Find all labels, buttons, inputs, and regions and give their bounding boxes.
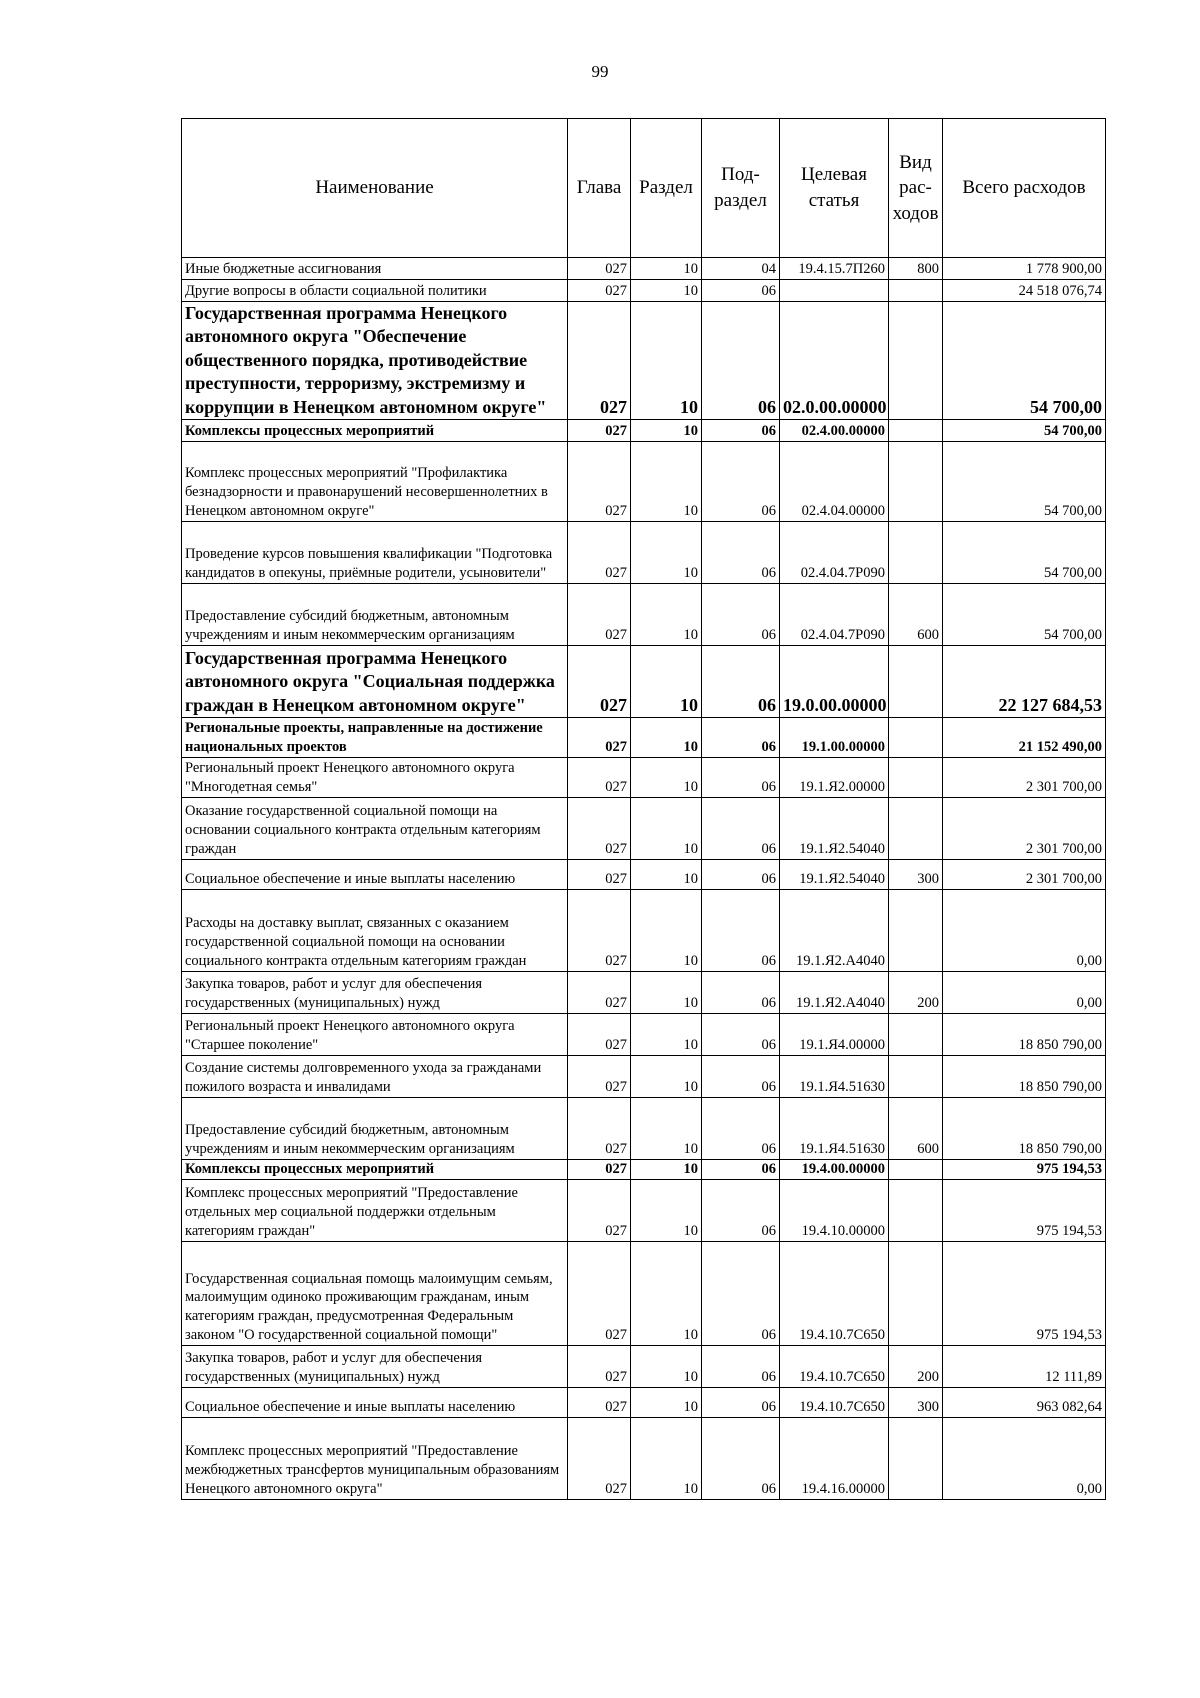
cell-chapter: 027 [568,442,631,522]
header-section: Раздел [631,119,702,258]
cell-target-article: 02.4.00.00000 [780,420,889,442]
cell-expense-type [889,1180,943,1242]
table-row [182,758,1106,798]
cell-name: Комплекс процессных мероприятий "Предоставление отдельных мер социальной поддержки отдельным категориям граждан" [182,1180,568,1242]
cell-total: 54 700,00 [943,522,1106,584]
table-body [182,258,1106,1500]
cell-total: 975 194,53 [943,1242,1106,1346]
cell-expense-type [889,758,943,798]
cell-name: Проведение курсов повышения квалификации "Подготовка кандидатов в опекуны, приёмные родители, усыновители" [182,522,568,584]
cell-target-article: 19.1.Я2.54040 [780,798,889,860]
cell-subsection: 04 [702,258,780,280]
cell-name: Расходы на доставку выплат, связанных с оказанием государственной социальной помощи на основании социального контракта отдельным категориям граждан [182,890,568,972]
cell-expense-type [889,522,943,584]
cell-target-article: 19.4.10.7С650 [780,1346,889,1388]
cell-total: 54 700,00 [943,420,1106,442]
cell-total: 24 518 076,74 [943,280,1106,302]
cell-total: 0,00 [943,1418,1106,1500]
table-header-row [182,119,1106,258]
cell-name: Региональные проекты, направленные на достижение национальных проектов [182,718,568,758]
cell-section: 10 [631,860,702,890]
cell-target-article: 19.1.00.00000 [780,718,889,758]
cell-section: 10 [631,718,702,758]
table-row [182,1160,1106,1180]
cell-total: 2 301 700,00 [943,860,1106,890]
cell-section: 10 [631,1242,702,1346]
cell-target-article: 19.1.Я4.00000 [780,1014,889,1056]
cell-expense-type [889,890,943,972]
header-chapter: Глава [568,119,631,258]
cell-target-article: 02.0.00.00000 [780,302,889,420]
cell-target-article: 19.0.00.00000 [780,646,889,718]
cell-chapter: 027 [568,522,631,584]
cell-section: 10 [631,972,702,1014]
cell-subsection: 06 [702,1242,780,1346]
cell-total: 54 700,00 [943,442,1106,522]
cell-total: 963 082,64 [943,1388,1106,1418]
table-row [182,1014,1106,1056]
cell-subsection: 06 [702,522,780,584]
cell-expense-type: 800 [889,258,943,280]
cell-chapter: 027 [568,1180,631,1242]
page-number: 99 [591,62,609,81]
cell-total: 2 301 700,00 [943,798,1106,860]
cell-expense-type: 300 [889,860,943,890]
cell-section: 10 [631,1346,702,1388]
cell-section: 10 [631,1180,702,1242]
cell-name: Создание системы долговременного ухода за гражданами пожилого возраста и инвалидами [182,1056,568,1098]
cell-target-article: 19.1.Я2.А4040 [780,972,889,1014]
cell-chapter: 027 [568,860,631,890]
cell-chapter: 027 [568,1014,631,1056]
cell-section: 10 [631,1098,702,1160]
table-row [182,280,1106,302]
table-row [182,442,1106,522]
cell-chapter: 027 [568,798,631,860]
cell-chapter: 027 [568,758,631,798]
cell-name: Комплексы процессных мероприятий [182,1160,568,1180]
table-row [182,1418,1106,1500]
cell-name: Закупка товаров, работ и услуг для обеспечения государственных (муниципальных) нужд [182,972,568,1014]
cell-name: Комплекс процессных мероприятий "Предоставление межбюджетных трансфертов муниципальным образованиям Ненецкого автономного округа" [182,1418,568,1500]
table-row [182,1346,1106,1388]
cell-expense-type [889,646,943,718]
table-row [182,1056,1106,1098]
cell-subsection: 06 [702,1418,780,1500]
cell-chapter: 027 [568,1098,631,1160]
cell-subsection: 06 [702,860,780,890]
cell-name: Предоставление субсидий бюджетным, автономным учреждениям и иным некоммерческим организациям [182,584,568,646]
cell-target-article: 19.4.16.00000 [780,1418,889,1500]
table-row [182,1388,1106,1418]
cell-section: 10 [631,1056,702,1098]
cell-expense-type [889,1242,943,1346]
cell-target-article: 19.4.15.7П260 [780,258,889,280]
cell-expense-type: 200 [889,972,943,1014]
cell-total: 18 850 790,00 [943,1014,1106,1056]
table-row [182,972,1106,1014]
cell-chapter: 027 [568,646,631,718]
cell-name: Государственная программа Ненецкого автономного округа "Обеспечение общественного порядка, противодействие преступности, терроризму, экстремизму и коррупции в Ненецком автономном округе" [182,302,568,420]
cell-section: 10 [631,646,702,718]
table-row [182,718,1106,758]
cell-name: Государственная социальная помощь малоимущим семьям, малоимущим одиноко проживающим гражданам, иным категориям граждан, предусмотренная Федеральным законом "О государственной социальной помощи" [182,1242,568,1346]
cell-subsection: 06 [702,302,780,420]
cell-section: 10 [631,758,702,798]
cell-target-article: 19.1.Я2.54040 [780,860,889,890]
cell-expense-type [889,1056,943,1098]
cell-name: Комплекс процессных мероприятий "Профилактика безнадзорности и правонарушений несовершеннолетних в Ненецком автономном округе" [182,442,568,522]
cell-name: Предоставление субсидий бюджетным, автономным учреждениям и иным некоммерческим организациям [182,1098,568,1160]
cell-section: 10 [631,420,702,442]
cell-target-article: 19.1.Я4.51630 [780,1056,889,1098]
cell-chapter: 027 [568,972,631,1014]
cell-target-article: 02.4.04.00000 [780,442,889,522]
cell-subsection: 06 [702,718,780,758]
cell-target-article: 19.1.Я4.51630 [780,1098,889,1160]
cell-name: Региональный проект Ненецкого автономного округа "Старшее поколение" [182,1014,568,1056]
cell-total: 54 700,00 [943,584,1106,646]
cell-name: Другие вопросы в области социальной политики [182,280,568,302]
table-row [182,302,1106,420]
cell-chapter: 027 [568,584,631,646]
cell-expense-type [889,1418,943,1500]
cell-total: 18 850 790,00 [943,1056,1106,1098]
cell-subsection: 06 [702,758,780,798]
cell-expense-type [889,302,943,420]
cell-target-article: 19.4.00.00000 [780,1160,889,1180]
cell-subsection: 06 [702,442,780,522]
cell-chapter: 027 [568,1418,631,1500]
cell-name: Комплексы процессных мероприятий [182,420,568,442]
header-subsection: Под- раздел [702,119,780,258]
table-row [182,646,1106,718]
table-row [182,798,1106,860]
cell-expense-type [889,798,943,860]
cell-subsection: 06 [702,280,780,302]
cell-name: Оказание государственной социальной помощи на основании социального контракта отдельным категориям граждан [182,798,568,860]
cell-section: 10 [631,584,702,646]
cell-expense-type: 600 [889,1098,943,1160]
cell-subsection: 06 [702,646,780,718]
cell-target-article: 02.4.04.7Р090 [780,522,889,584]
cell-section: 10 [631,522,702,584]
cell-section: 10 [631,302,702,420]
cell-name: Иные бюджетные ассигнования [182,258,568,280]
cell-name: Закупка товаров, работ и услуг для обеспечения государственных (муниципальных) нужд [182,1346,568,1388]
cell-chapter: 027 [568,718,631,758]
table-row [182,1242,1106,1346]
cell-section: 10 [631,890,702,972]
table-row [182,860,1106,890]
budget-table [181,118,1106,1500]
cell-subsection: 06 [702,1014,780,1056]
cell-subsection: 06 [702,798,780,860]
header-total: Всего расходов [943,119,1106,258]
cell-section: 10 [631,1418,702,1500]
cell-chapter: 027 [568,1388,631,1418]
header-target-article: Целевая статья [780,119,889,258]
cell-expense-type [889,420,943,442]
cell-total: 0,00 [943,890,1106,972]
cell-target-article: 19.4.10.7С650 [780,1388,889,1418]
table-row [182,1098,1106,1160]
cell-expense-type [889,442,943,522]
cell-chapter: 027 [568,1346,631,1388]
table-row [182,1180,1106,1242]
cell-total: 12 111,89 [943,1346,1106,1388]
cell-subsection: 06 [702,420,780,442]
cell-expense-type: 200 [889,1346,943,1388]
cell-chapter: 027 [568,1056,631,1098]
cell-expense-type: 300 [889,1388,943,1418]
cell-target-article: 02.4.04.7Р090 [780,584,889,646]
cell-name: Социальное обеспечение и иные выплаты населению [182,860,568,890]
cell-target-article: 19.4.10.7С650 [780,1242,889,1346]
table-row [182,420,1106,442]
cell-chapter: 027 [568,1160,631,1180]
cell-subsection: 06 [702,1160,780,1180]
cell-expense-type [889,1160,943,1180]
cell-subsection: 06 [702,890,780,972]
cell-section: 10 [631,1014,702,1056]
cell-target-article: 19.4.10.00000 [780,1180,889,1242]
cell-section: 10 [631,798,702,860]
cell-total: 54 700,00 [943,302,1106,420]
cell-total: 21 152 490,00 [943,718,1106,758]
table-row [182,584,1106,646]
cell-expense-type [889,718,943,758]
cell-expense-type [889,280,943,302]
cell-section: 10 [631,258,702,280]
cell-chapter: 027 [568,258,631,280]
cell-chapter: 027 [568,1242,631,1346]
table-row [182,258,1106,280]
cell-total: 2 301 700,00 [943,758,1106,798]
cell-total: 975 194,53 [943,1160,1106,1180]
cell-subsection: 06 [702,1180,780,1242]
cell-name: Государственная программа Ненецкого автономного округа "Социальная поддержка граждан в Ненецком автономном округе" [182,646,568,718]
cell-chapter: 027 [568,420,631,442]
cell-chapter: 027 [568,890,631,972]
cell-total: 18 850 790,00 [943,1098,1106,1160]
table-row [182,522,1106,584]
cell-subsection: 06 [702,1056,780,1098]
cell-section: 10 [631,1388,702,1418]
cell-subsection: 06 [702,584,780,646]
header-name: Наименование [182,119,568,258]
cell-section: 10 [631,442,702,522]
cell-total: 22 127 684,53 [943,646,1106,718]
cell-target-article: 19.1.Я2.А4040 [780,890,889,972]
cell-chapter: 027 [568,302,631,420]
cell-expense-type [889,1014,943,1056]
cell-subsection: 06 [702,972,780,1014]
cell-total: 975 194,53 [943,1180,1106,1242]
cell-subsection: 06 [702,1388,780,1418]
cell-section: 10 [631,280,702,302]
cell-target-article [780,280,889,302]
cell-subsection: 06 [702,1346,780,1388]
cell-name: Социальное обеспечение и иные выплаты населению [182,1388,568,1418]
table-row [182,890,1106,972]
cell-total: 0,00 [943,972,1106,1014]
cell-name: Региональный проект Ненецкого автономного округа "Многодетная семья" [182,758,568,798]
cell-subsection: 06 [702,1098,780,1160]
header-expense-type: Вид рас- ходов [889,119,943,258]
cell-section: 10 [631,1160,702,1180]
cell-total: 1 778 900,00 [943,258,1106,280]
cell-target-article: 19.1.Я2.00000 [780,758,889,798]
cell-expense-type: 600 [889,584,943,646]
cell-chapter: 027 [568,280,631,302]
